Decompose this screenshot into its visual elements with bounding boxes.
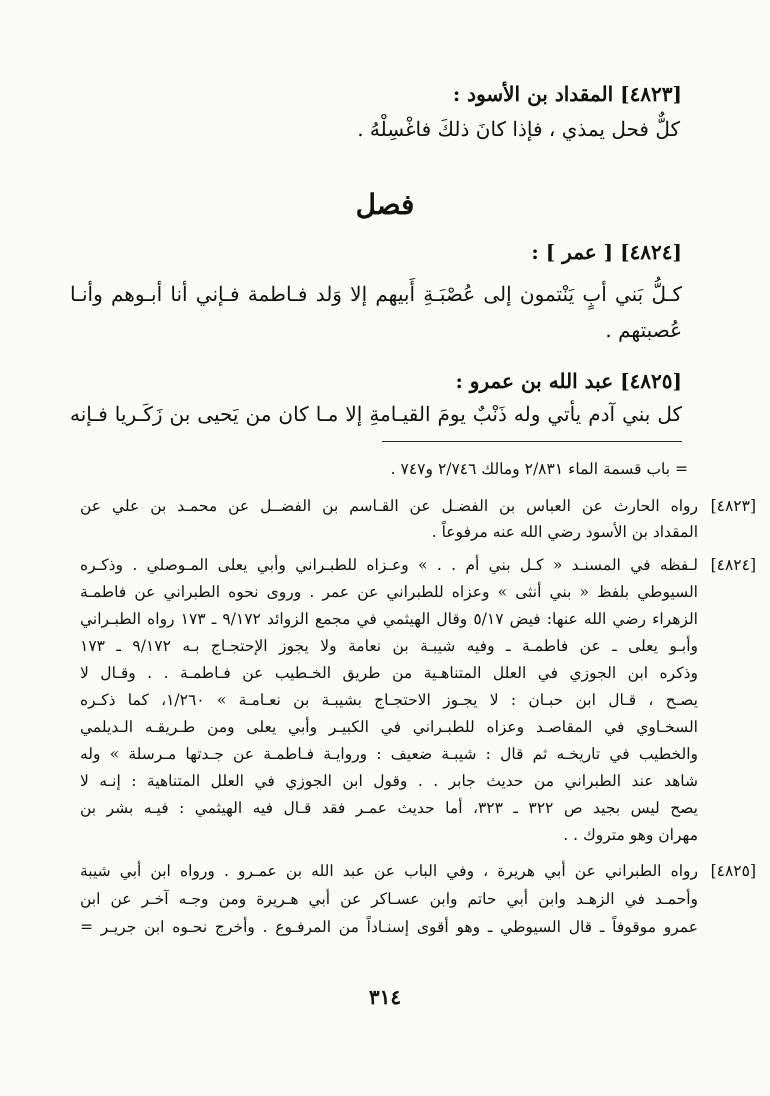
footnote-line: المقداد بن الأسود رضي الله عنه مرفوعاً . (431, 523, 698, 541)
footnote-line: والخطيب في تاريخـه ثم قال : شيبـة ضعيف : وروايـة فـاطمـة عن جـدتها مـرسلة » وله (80, 745, 698, 763)
entry-heading: [٤٨٢٥] عبد الله بن عمرو : (455, 369, 682, 393)
footnote-line: عمرو موقوفاً ـ قال السيوطي ـ وهو أقوى إسنـاداً من المرفـوع . وأخرج نحـوه ابن جريـر = (80, 918, 698, 936)
footnote-number: [٤٨٢٤] (710, 556, 756, 574)
entry-text-line: كلٌّ فحل يمذي ، فإذا كانَ ذلكَ فاغْسِلْهُ . (357, 117, 680, 141)
entry-text-line: كـلُّ بَني أبٍ يَنْتمون إلى عُصْبَـةِ أَبيهم إلا وَلد فـاطمة فـإني أنا أبـوهم وأنـا (70, 282, 682, 306)
entry-heading: [٤٨٢٤] [ عمر ] : (531, 240, 682, 264)
entry-heading: [٤٨٢٣] المقداد بن الأسود : (452, 82, 682, 106)
entry-text-line: عُصبتهم . (605, 318, 682, 342)
section-title: فصل (355, 188, 415, 221)
page-number: ٣١٤ (368, 985, 402, 1009)
footnote-line: لـفظه في المسنـد « كـل بني أم . . » وعـزاه للطبـراني وأبي يعلى المـوصلي . وذكـره (80, 556, 698, 574)
footnote-number: [٤٨٢٥] (710, 862, 756, 880)
footnote-line: الزهراء رضي الله عنها: فيض ٥/١٧ وقال الهيثمي في مجمع الزوائد ٩/١٧٢ ـ ١٧٣ رواه الطبـراني (80, 610, 698, 628)
footnote-line: السيوطي بلفظ « بني أنثى » وعزاه للطبراني عن عمر . وروى نحوه الطبراني عن فاطمـة (80, 583, 698, 601)
footnote-separator (382, 441, 682, 442)
footnote-line: السخـاوي في المقاصـد وعزاه للطبـراني في الكبيـر وأبي يعلى ومن طـريقـه الـديلمي (80, 718, 698, 736)
footnote-line: يصح ليس بجيد ص ٣٢٢ ـ ٣٢٣، أما حديث عمـر فقد قـال فيه الهيثمي : فيـه بشر بن (80, 799, 698, 817)
entry-text-line: كل بني آدم يأتي وله ذَنْبٌ يومَ القيـامةِ إلا مـا كان من يَحيى بن زَكَـريا فـإنه (70, 402, 682, 426)
footnote-continuation: = باب قسمة الماء ٢/٨٣١ ومالك ٢/٧٤٦ و٧٤٧ . (390, 460, 688, 478)
footnote-line: وذكره ابن الجوزي في العلل المتناهـية من طريق الخـطيب عن فـاطمـة . . وقـال لا (80, 664, 698, 682)
footnote-line: وأبـو يعلى ـ عن فاطمـة ـ وفيه شيبـة بن نعامة ولا يجوز الإحتجـاج بـه ٩/١٧٢ ـ ١٧٣ (80, 637, 698, 655)
footnote-line: مهران وهو متروك . . (563, 826, 698, 844)
footnote-line: يصـح ، قـال ابن حبـان : لا يجـوز الاحتجـاج بشيبـة بن نعـامـة » ١/٢٦٠، كما ذكـره (80, 691, 698, 709)
footnote-line: وأحمـد في الزهـد وابن أبي حاتم وابن عسـاكر عن أبي هـريرة ومن وجـه آخـر عن ابن (80, 890, 698, 908)
footnote-line: رواه الحارث عن العباس بن الفضـل عن القـاسم بن الفضــل عن محمـد بن علي عن (80, 497, 698, 515)
footnote-number: [٤٨٢٣] (710, 497, 756, 515)
footnote-line: رواه الطبراني عن أبي هريرة ، وفي الباب عن عبد الله بن عمـرو . ورواه ابن أبي شيبة (80, 862, 698, 880)
footnote-line: شاهد عند الطبراني من حديث جابر . . وقول ابن الجوزي في العلل المتناهية : إنـه لا (80, 772, 698, 790)
